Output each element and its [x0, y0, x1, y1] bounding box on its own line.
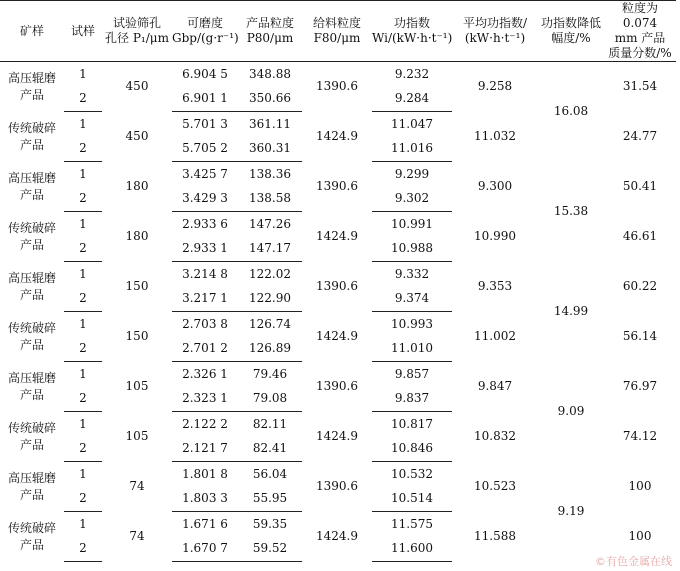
work-index: 10.532 [391, 466, 433, 481]
feed-size: 1424.9 [316, 129, 358, 143]
grindability: 5.701 3 [182, 116, 228, 131]
sieve-size: 450 [125, 129, 149, 143]
fines-percent: 31.54 [622, 79, 658, 94]
work-index: 10.991 [391, 216, 433, 231]
ore-name: 传统破碎 产品 [7, 120, 56, 152]
work-index: 9.299 [394, 166, 430, 181]
avg-work-index: 11.032 [474, 129, 516, 143]
sample-id: 2 [64, 237, 102, 262]
work-index: 9.332 [394, 266, 430, 281]
work-index: 9.857 [394, 366, 430, 381]
header-avg-work-index: 平均功指数/ (kW·h·t⁻¹) [452, 1, 538, 62]
work-index: 9.284 [372, 87, 452, 112]
ore-name: 高压辊磨 产品 [7, 270, 56, 302]
product-size: 348.88 [249, 66, 291, 81]
ore-name: 传统破碎 产品 [7, 220, 56, 252]
grindability: 6.901 1 [172, 87, 238, 112]
work-index: 10.514 [372, 487, 452, 512]
feed-size: 1390.6 [316, 79, 358, 94]
grindability: 3.217 1 [172, 287, 238, 312]
sample-id: 1 [79, 116, 87, 131]
reduction-percent: 16.08 [553, 104, 589, 119]
fines-percent: 24.77 [622, 129, 658, 143]
ore-name: 传统破碎 产品 [7, 520, 56, 552]
work-index: 11.600 [372, 537, 452, 562]
avg-work-index: 11.588 [474, 529, 516, 543]
sample-id: 1 [79, 516, 87, 531]
header-row [0, 1, 676, 62]
product-size: 350.66 [238, 87, 302, 112]
product-size: 59.52 [238, 537, 302, 562]
sieve-size: 74 [129, 479, 145, 493]
product-size: 56.04 [252, 466, 288, 481]
product-size: 361.11 [249, 116, 291, 131]
header-fines: 粒度为 0.074 mm 产品 质量分数/% [604, 1, 676, 62]
product-size: 122.02 [249, 266, 291, 281]
fines-percent: 100 [628, 479, 652, 493]
fines-percent: 46.61 [622, 229, 658, 243]
sample-id: 2 [64, 187, 102, 212]
feed-size: 1390.6 [316, 179, 358, 193]
product-size: 147.26 [249, 216, 291, 231]
work-index: 11.047 [391, 116, 433, 131]
sieve-size: 150 [125, 279, 149, 293]
product-size: 138.58 [238, 187, 302, 212]
fines-percent: 76.97 [622, 379, 658, 393]
product-size: 55.95 [238, 487, 302, 512]
product-size: 59.35 [252, 516, 288, 531]
feed-size: 1424.9 [316, 329, 358, 343]
grindability: 2.323 1 [172, 387, 238, 412]
sieve-size: 180 [125, 229, 149, 243]
grindability: 2.703 8 [182, 316, 228, 331]
feed-size: 1390.6 [316, 279, 358, 293]
sample-id: 2 [64, 437, 102, 462]
sample-id: 2 [64, 337, 102, 362]
ore-name: 高压辊磨 产品 [7, 70, 56, 102]
work-index: 10.817 [391, 416, 433, 431]
sample-id: 2 [64, 387, 102, 412]
header-feed-size: 给料粒度 F80/μm [302, 1, 372, 62]
fines-percent: 56.14 [622, 329, 658, 343]
reduction-percent: 9.09 [557, 404, 585, 418]
sample-id: 1 [79, 416, 87, 431]
grindability: 6.904 5 [182, 66, 228, 81]
ore-name: 高压辊磨 产品 [7, 170, 56, 202]
reduction-percent: 15.38 [553, 204, 589, 218]
header-sieve: 试验筛孔 孔径 P₁/μm [102, 1, 172, 62]
grindability: 1.671 6 [182, 516, 228, 531]
grindability: 3.214 8 [182, 266, 228, 281]
watermark: ©有色金属在线 [595, 555, 672, 568]
work-index: 11.010 [372, 337, 452, 362]
fines-percent: 100 [628, 529, 652, 543]
grindability: 2.933 1 [172, 237, 238, 262]
fines-percent: 74.12 [622, 429, 658, 443]
sieve-size: 150 [125, 329, 149, 343]
product-size: 82.11 [252, 416, 288, 431]
header-ore: 矿样 [0, 1, 64, 62]
sieve-size: 105 [125, 379, 149, 393]
sample-id: 1 [79, 166, 87, 181]
work-index: 11.575 [391, 516, 433, 531]
reduction-percent: 14.99 [553, 304, 589, 318]
grindability: 3.425 7 [182, 166, 228, 181]
table-row [0, 262, 676, 287]
product-size: 82.41 [238, 437, 302, 462]
sample-id: 2 [64, 137, 102, 162]
sample-id: 2 [64, 287, 102, 312]
grindability: 2.933 6 [182, 216, 228, 231]
grindability: 1.801 8 [182, 466, 228, 481]
avg-work-index: 10.832 [474, 429, 516, 443]
work-index: 10.988 [372, 237, 452, 262]
work-index: 10.846 [372, 437, 452, 462]
product-size: 360.31 [238, 137, 302, 162]
avg-work-index: 9.300 [477, 179, 513, 193]
sample-id: 2 [64, 487, 102, 512]
avg-work-index: 9.847 [477, 379, 513, 393]
table-row [0, 162, 676, 187]
sample-id: 1 [79, 366, 87, 381]
header-reduction: 功指数降低 幅度/% [538, 1, 604, 62]
work-index: 9.232 [394, 66, 430, 81]
feed-size: 1424.9 [316, 529, 358, 543]
work-index: 9.302 [372, 187, 452, 212]
sample-id: 1 [79, 216, 87, 231]
avg-work-index: 9.353 [477, 279, 513, 293]
header-product-size: 产品粒度 P80/μm [238, 1, 302, 62]
product-size: 138.36 [249, 166, 291, 181]
work-index: 9.837 [372, 387, 452, 412]
sample-id: 2 [64, 87, 102, 112]
work-index: 11.016 [372, 137, 452, 162]
ore-name: 传统破碎 产品 [7, 320, 56, 352]
table-row [0, 62, 676, 87]
sample-id: 2 [64, 537, 102, 562]
sieve-size: 105 [125, 429, 149, 443]
avg-work-index: 9.258 [477, 79, 513, 94]
header-work-index: 功指数 Wi/(kW·h·t⁻¹) [372, 1, 452, 62]
fines-percent: 60.22 [622, 279, 658, 293]
ore-name: 高压辊磨 产品 [7, 370, 56, 402]
feed-size: 1424.9 [316, 229, 358, 243]
avg-work-index: 10.990 [474, 229, 516, 243]
sieve-size: 450 [125, 79, 149, 94]
fines-percent: 50.41 [622, 179, 658, 193]
reduction-percent: 9.19 [557, 504, 585, 518]
table-body [0, 62, 676, 562]
grindability: 2.122 2 [182, 416, 228, 431]
product-size: 79.46 [252, 366, 288, 381]
product-size: 126.89 [238, 337, 302, 362]
product-size: 126.74 [249, 316, 291, 331]
table-row [0, 362, 676, 387]
grindability: 3.429 3 [172, 187, 238, 212]
grindability: 2.701 2 [172, 337, 238, 362]
table-row [0, 462, 676, 487]
grindability: 5.705 2 [172, 137, 238, 162]
product-size: 147.17 [238, 237, 302, 262]
product-size: 79.08 [238, 387, 302, 412]
sieve-size: 74 [129, 529, 145, 543]
grindability: 2.121 7 [172, 437, 238, 462]
grindability: 2.326 1 [182, 366, 228, 381]
avg-work-index: 11.002 [474, 329, 516, 343]
sample-id: 1 [79, 266, 87, 281]
header-grindability: 可磨度 Gbp/(g·r⁻¹) [172, 1, 238, 62]
feed-size: 1390.6 [316, 479, 358, 493]
header-sample: 试样 [64, 1, 102, 62]
sample-id: 1 [79, 66, 87, 81]
sample-id: 1 [79, 316, 87, 331]
work-index: 9.374 [372, 287, 452, 312]
grindability: 1.803 3 [172, 487, 238, 512]
sample-id: 1 [79, 466, 87, 481]
avg-work-index: 10.523 [474, 479, 516, 493]
ore-name: 传统破碎 产品 [7, 420, 56, 452]
grindability: 1.670 7 [172, 537, 238, 562]
ore-name: 高压辊磨 产品 [7, 470, 56, 502]
work-index: 10.993 [391, 316, 433, 331]
feed-size: 1424.9 [316, 429, 358, 443]
sieve-size: 180 [125, 179, 149, 193]
product-size: 122.90 [238, 287, 302, 312]
feed-size: 1390.6 [316, 379, 358, 393]
